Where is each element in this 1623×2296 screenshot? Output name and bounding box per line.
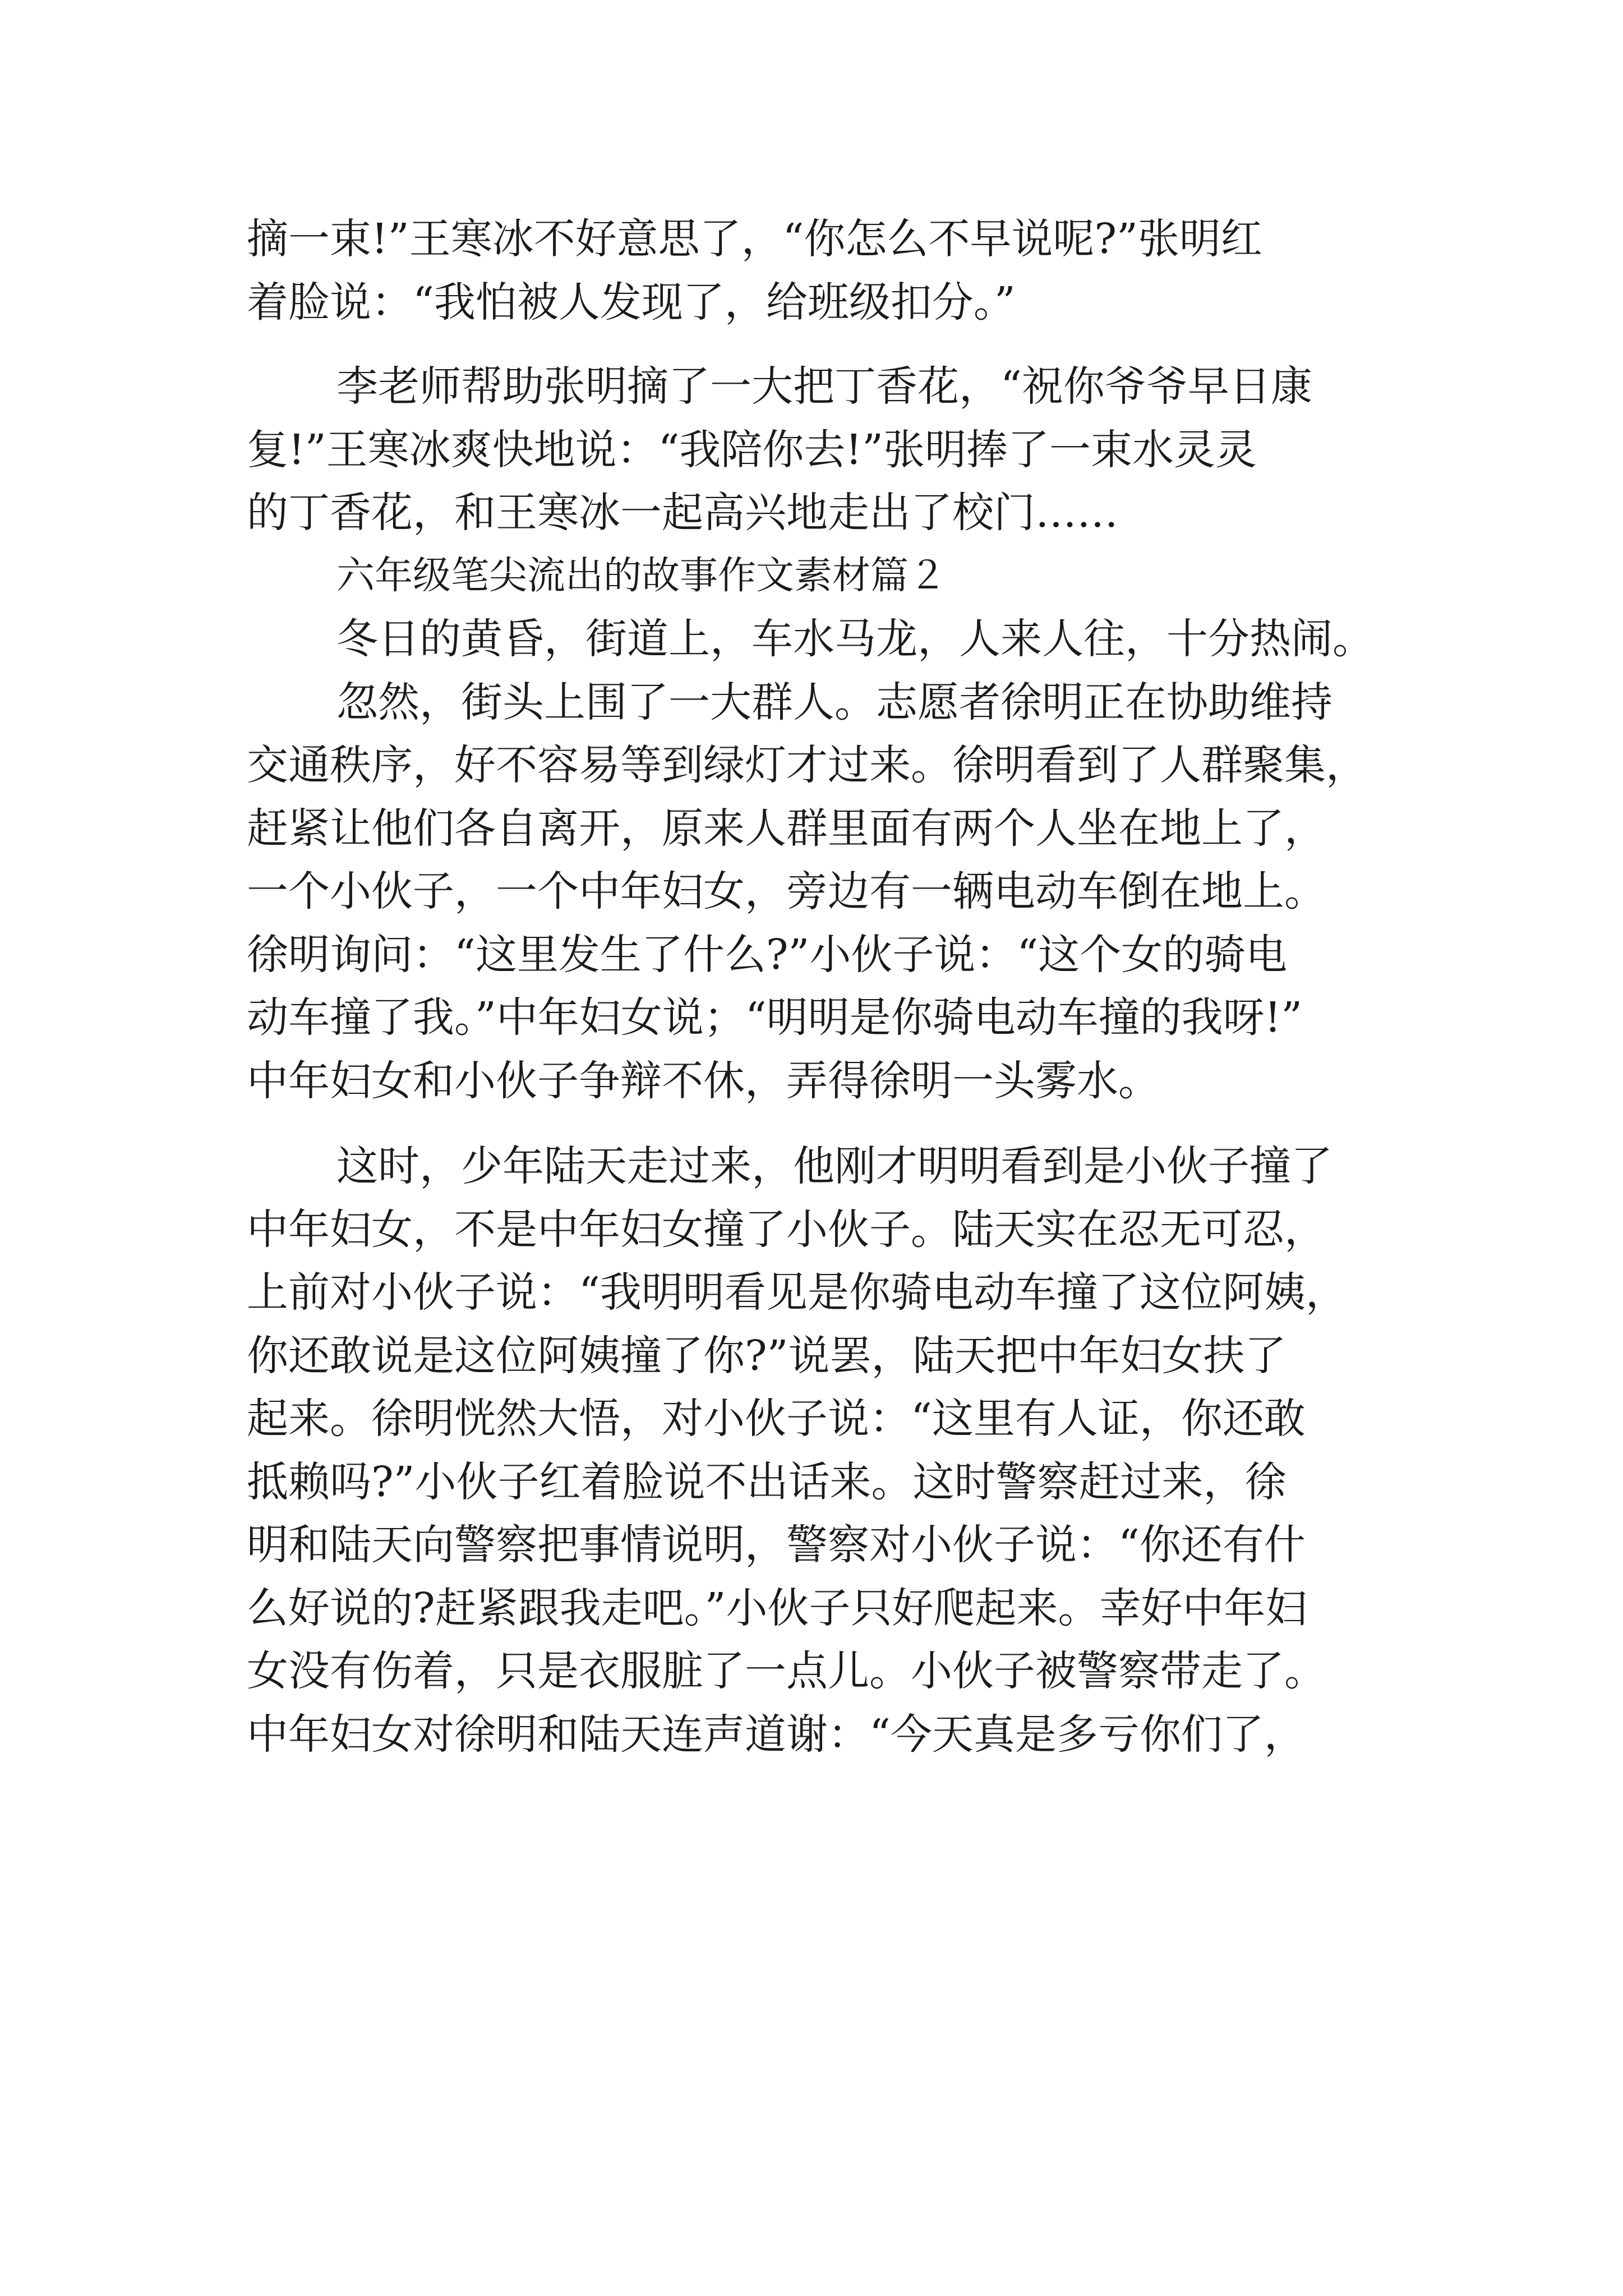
text-line: 复!”王寒冰爽快地说：“我陪你去!”张明捧了一束水灵灵: [247, 425, 1257, 474]
text-line: 动车撞了我。”中年妇女说；“明明是你骑电动车撞的我呀!”: [247, 993, 1303, 1042]
text-line: 的丁香花，和王寒冰一起高兴地走出了校门……: [247, 489, 1118, 537]
text-line: 一个小伙子，一个中年妇女，旁边有一辆电动车倒在地上。: [247, 867, 1326, 915]
text-line: 起来。徐明恍然大悟，对小伙子说：“这里有人证，你还敢: [247, 1395, 1306, 1443]
text-line: 摘一束!”王寒冰不好意思了，“你怎么不早说呢?”张明红: [247, 215, 1262, 263]
text-line: 中年妇女和小伙子争辩不休，弄得徐明一头雾水。: [247, 1056, 1160, 1105]
text-line: 中年妇女对徐明和陆天连声道谢：“今天真是多亏你们了，: [247, 1710, 1306, 1759]
text-line: 上前对小伙子说：“我明明看见是你骑电动车撞了这位阿姨，: [247, 1268, 1347, 1317]
text-line: 赶紧让他们各自离开，原来人群里面有两个人坐在地上了，: [247, 804, 1326, 853]
text-line: 着脸说：“我怕被人发现了，给班级扣分。”: [247, 278, 1016, 326]
text-line: 徐明询问：“这里发生了什么?”小伙子说：“这个女的骑电: [247, 930, 1288, 979]
text-line: 这时，少年陆天走过来，他刚才明明看到是小伙子撞了: [336, 1142, 1332, 1190]
text-line: 冬日的黄昏，街道上，车水马龙，人来人往，十分热闹。: [336, 615, 1374, 663]
text-line: 交通秩序，好不容易等到绿灯才过来。徐明看到了人群聚集，: [247, 741, 1367, 789]
text-line: 明和陆天向警察把事情说明，警察对小伙子说：“你还有什: [247, 1521, 1306, 1569]
text-line: 么好说的?赶紧跟我走吧。”小伙子只好爬起来。幸好中年妇: [247, 1584, 1307, 1632]
text-line: 抵赖吗?”小伙子红着脸说不出话来。这时警察赶过来，徐: [247, 1457, 1287, 1506]
text-line: 女没有伤着，只是衣服脏了一点儿。小伙子被警察带走了。: [247, 1647, 1326, 1695]
text-line: 你还敢说是这位阿姨撞了你?”说罢，陆天把中年妇女扶了: [247, 1331, 1287, 1380]
text-line: 忽然，街头上围了一大群人。志愿者徐明正在协助维持: [336, 678, 1332, 726]
text-line: 李老师帮助张明摘了一大把丁香花，“祝你爷爷早日康: [336, 362, 1312, 411]
section-heading: 六年级笔尖流出的故事作文素材篇２: [336, 553, 947, 598]
text-line: 中年妇女，不是中年妇女撞了小伙子。陆天实在忍无可忍，: [247, 1205, 1326, 1254]
